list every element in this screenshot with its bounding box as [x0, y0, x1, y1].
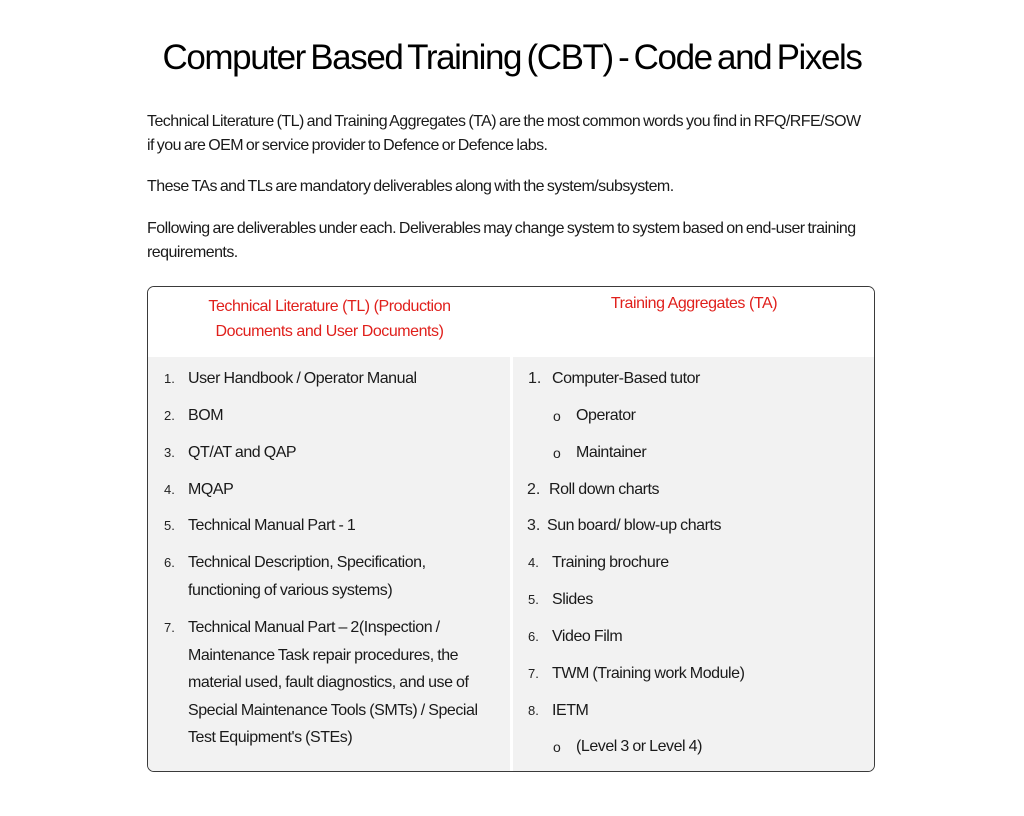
- tl-item-text: User Handbook / Operator Manual: [188, 370, 417, 387]
- header-technical-literature: [148, 295, 511, 344]
- header-tl-line-2: Documents and User Documents): [215, 322, 444, 340]
- ta-item-text: TWM (Training work Module): [552, 665, 745, 682]
- tl-item-text: Technical Manual Part – 2(Inspection / Maintenance Task repair procedures, the material used, fault diagnostics, and use of Special Maintenance Tools (SMTs) / Special Test Equipment's (STEs): [188, 619, 478, 746]
- ta-item-number: 3.: [527, 517, 541, 534]
- ta-sub-bullet: o: [553, 408, 561, 424]
- tl-item-text: QT/AT and QAP: [188, 444, 297, 461]
- tl-item-number: 2.: [164, 408, 175, 423]
- ta-item-text: Slides: [552, 591, 593, 608]
- ta-item-text: Sun board/ blow-up charts: [547, 517, 722, 534]
- ta-item-text: (Level 3 or Level 4): [576, 738, 702, 755]
- tl-item-text: BOM: [188, 407, 224, 424]
- tl-item-number: 7.: [164, 620, 175, 635]
- ta-item-text: Training brochure: [552, 554, 669, 571]
- ta-item-number: 4.: [528, 555, 539, 570]
- tl-item-text: Technical Manual Part - 1: [188, 517, 356, 534]
- ta-sub-bullet: o: [553, 445, 561, 461]
- intro-paragraph-3: Following are deliverables under each. Deliverables may change system to system based on end-user training requirements.: [147, 220, 856, 261]
- ta-item-text: Video Film: [552, 628, 623, 645]
- tl-item-number: 4.: [164, 482, 175, 497]
- page-title: Computer Based Training (CBT) - Code and Pixels: [162, 38, 862, 77]
- intro-paragraph-1: Technical Literature (TL) and Training Aggregates (TA) are the most common words you find in RFQ/RFE/SOW if you are OEM or service provider to Defence or Defence labs.: [147, 113, 861, 154]
- tl-item-number: 1.: [164, 371, 175, 386]
- header-training-aggregates: Training Aggregates (TA): [610, 295, 778, 312]
- intro-paragraph-2: These TAs and TLs are mandatory deliverables along with the system/subsystem.: [147, 178, 674, 195]
- ta-item-number: 7.: [528, 666, 539, 681]
- tl-item-text: MQAP: [188, 481, 234, 498]
- ta-item-number: 2.: [527, 481, 541, 498]
- ta-item-text: Roll down charts: [549, 481, 660, 498]
- header-tl-line-1: Technical Literature (TL) (Production: [208, 298, 451, 315]
- ta-item-text: Operator: [576, 407, 636, 424]
- ta-sub-bullet: o: [553, 739, 561, 755]
- ta-item-text: Computer-Based tutor: [552, 370, 700, 387]
- table-header-row: [148, 287, 874, 357]
- ta-item-number: 5.: [528, 592, 539, 607]
- tl-column: [148, 357, 510, 771]
- deliverables-table: [147, 286, 875, 772]
- ta-item-number: 8.: [528, 703, 539, 718]
- tl-item-number: 3.: [164, 445, 175, 460]
- tl-item-text: Technical Description, Specification, functioning of various systems): [188, 554, 426, 599]
- tl-item-number: 6.: [164, 555, 175, 570]
- ta-item-number: 1.: [528, 370, 542, 387]
- ta-item-text: Maintainer: [576, 444, 647, 461]
- ta-item-text: IETM: [552, 702, 589, 719]
- ta-item-number: 6.: [528, 629, 539, 644]
- ta-column: [513, 357, 874, 771]
- tl-item-number: 5.: [164, 518, 175, 533]
